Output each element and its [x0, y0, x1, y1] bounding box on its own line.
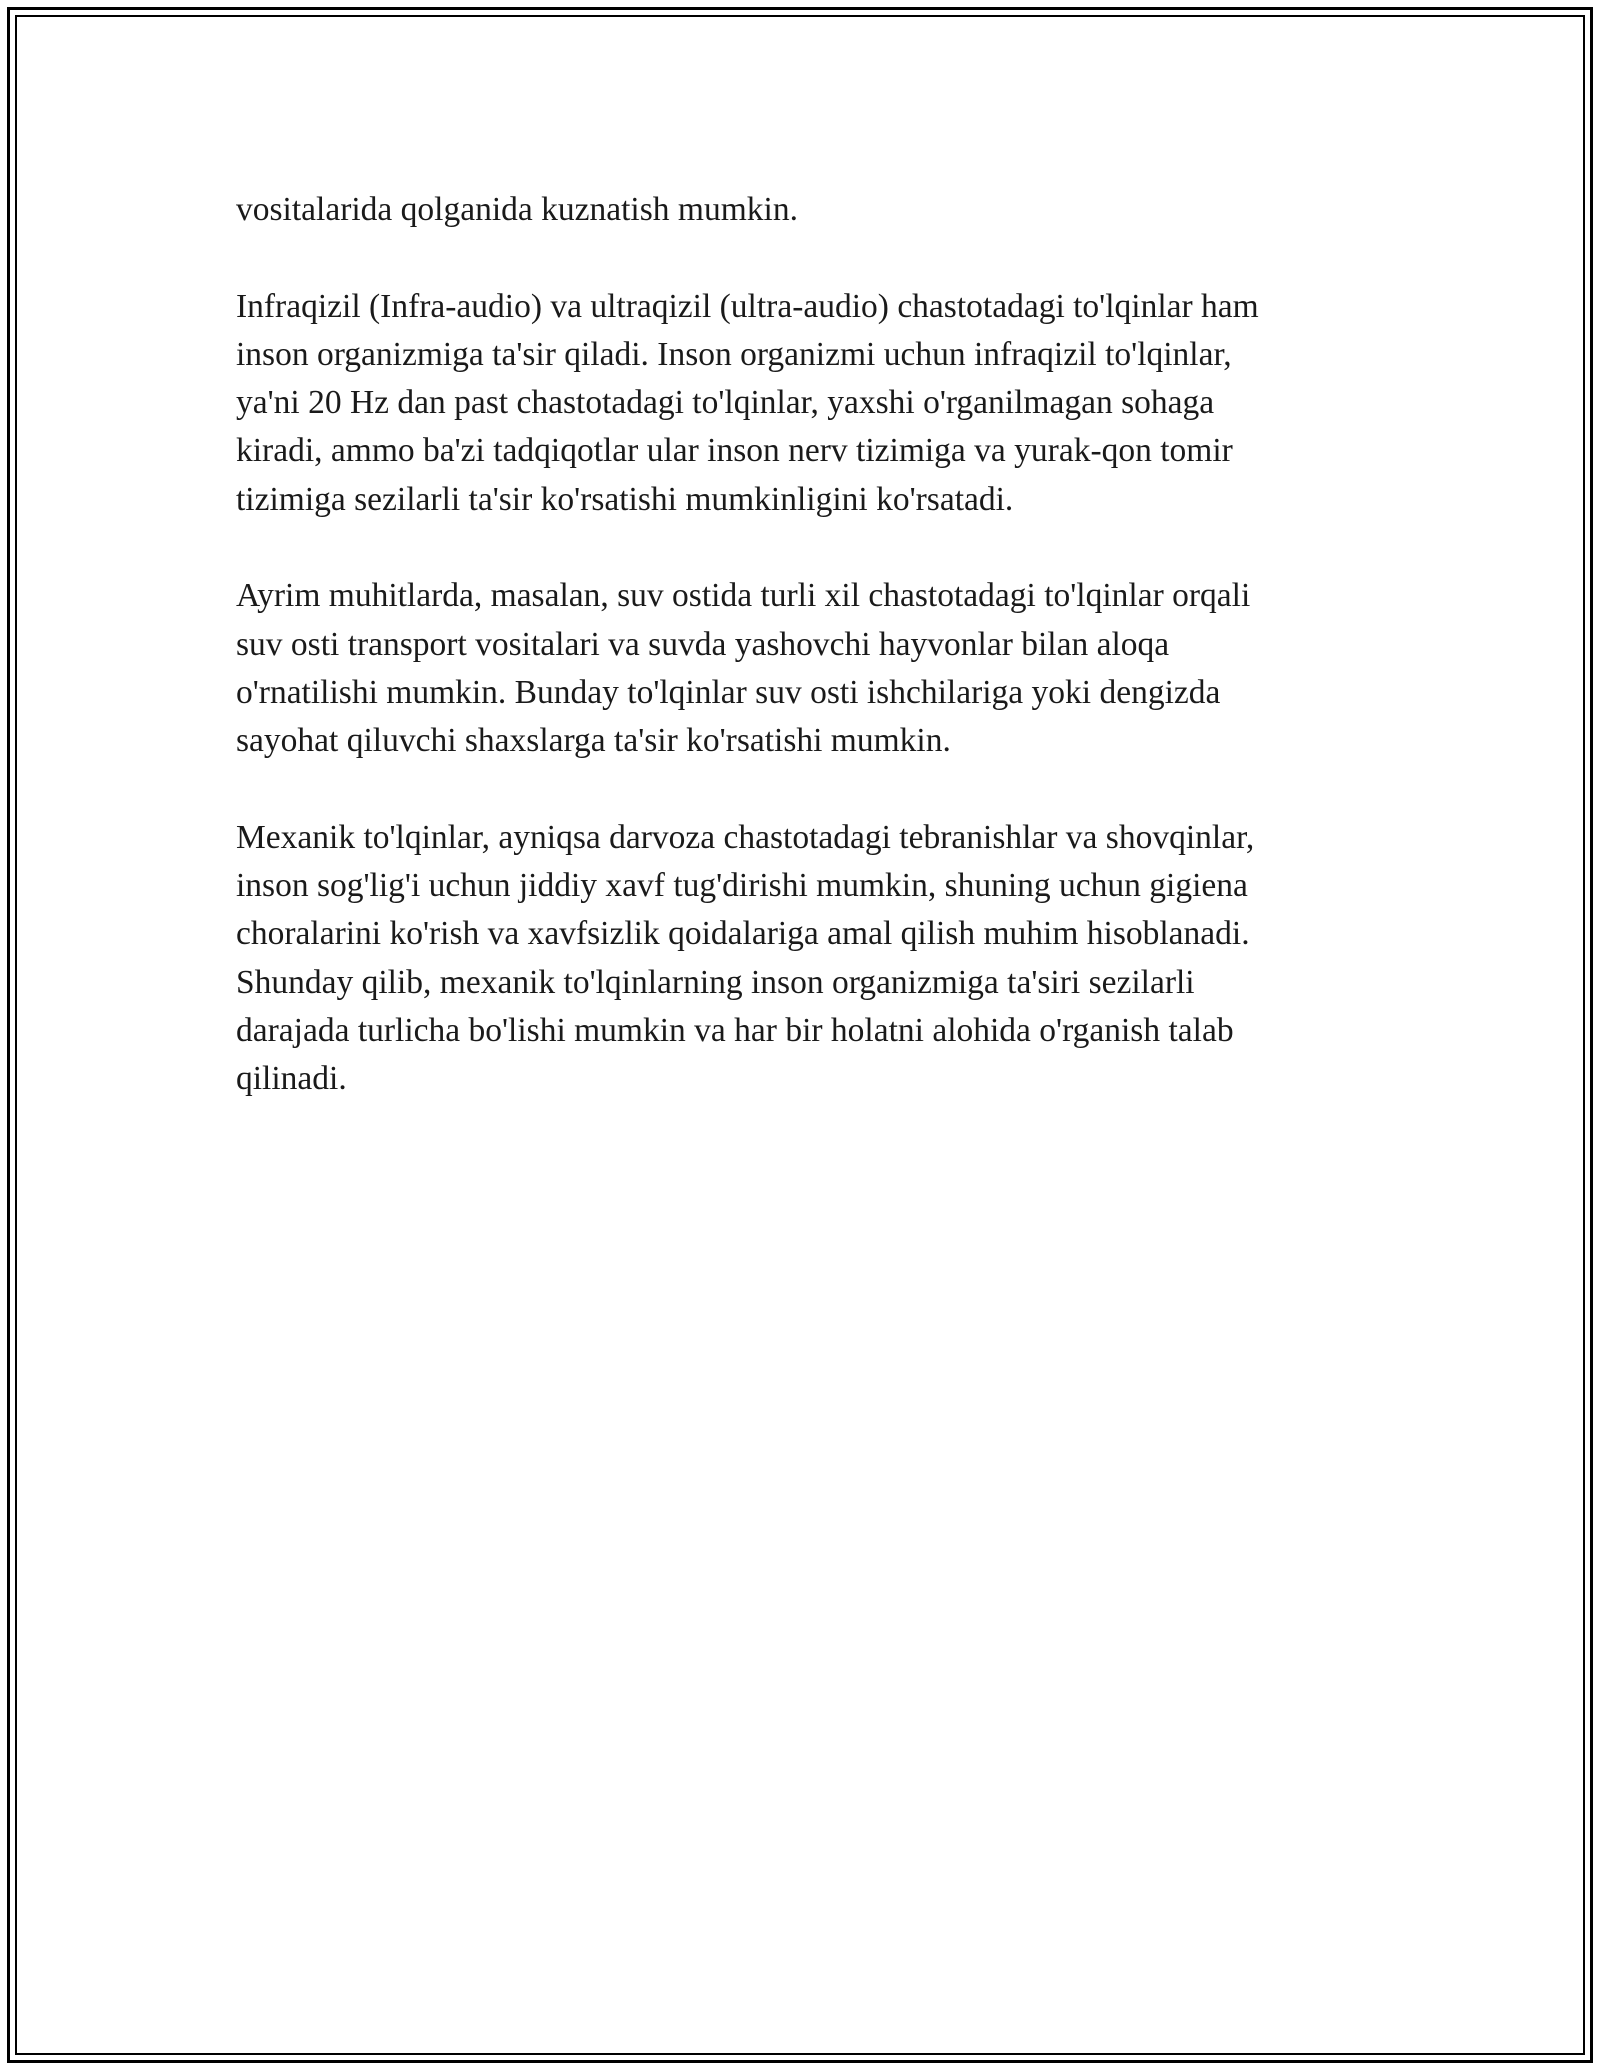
- text-line: Ayrim muhitlarda, masalan, suv ostida turli xil chastotadagi to'lqinlar orqali: [236, 577, 1251, 615]
- document-body: [236, 186, 1376, 1152]
- paragraph-continuation: [236, 186, 1376, 234]
- paragraph-infrasound: [236, 283, 1376, 524]
- text-line: qilinadi.: [236, 1060, 347, 1098]
- paragraph-mechanical-waves: [236, 814, 1376, 1104]
- text-line: darajada turlicha bo'lishi mumkin va har bir holatni alohida o'rganish talab: [236, 1012, 1234, 1050]
- text-line: ya'ni 20 Hz dan past chastotadagi to'lqinlar, yaxshi o'rganilmagan sohaga: [236, 384, 1215, 422]
- text-line: choralarini ko'rish va xavfsizlik qoidalariga amal qilish muhim hisoblanadi.: [236, 915, 1250, 953]
- text-line: inson organizmiga ta'sir qiladi. Inson organizmi uchun infraqizil to'lqinlar,: [236, 335, 1232, 373]
- paragraph-underwater: [236, 572, 1376, 765]
- text-line: o'rnatilishi mumkin. Bunday to'lqinlar suv osti ishchilariga yoki dengizda: [236, 673, 1221, 711]
- text-line: Mexanik to'lqinlar, ayniqsa darvoza chastotadagi tebranishlar va shovqinlar,: [236, 818, 1255, 856]
- text-line: Shunday qilib, mexanik to'lqinlarning inson organizmiga ta'siri sezilarli: [236, 963, 1195, 1001]
- text-line: vositalarida qolganida kuznatish mumkin.: [236, 191, 798, 228]
- text-line: sayohat qiluvchi shaxslarga ta'sir ko'rsatishi mumkin.: [236, 722, 951, 760]
- text-line: inson sog'lig'i uchun jiddiy xavf tug'dirishi mumkin, shuning uchun gigiena: [236, 867, 1248, 905]
- text-line: kiradi, ammo ba'zi tadqiqotlar ular inson nerv tizimiga va yurak-qon tomir: [236, 432, 1233, 470]
- text-line: Infraqizil (Infra-audio) va ultraqizil (ultra-audio) chastotadagi to'lqinlar ham: [236, 287, 1259, 325]
- text-line: suv osti transport vositalari va suvda yashovchi hayvonlar bilan aloqa: [236, 625, 1170, 663]
- text-line: tizimiga sezilarli ta'sir ko'rsatishi mumkinligini ko'rsatadi.: [236, 480, 1014, 518]
